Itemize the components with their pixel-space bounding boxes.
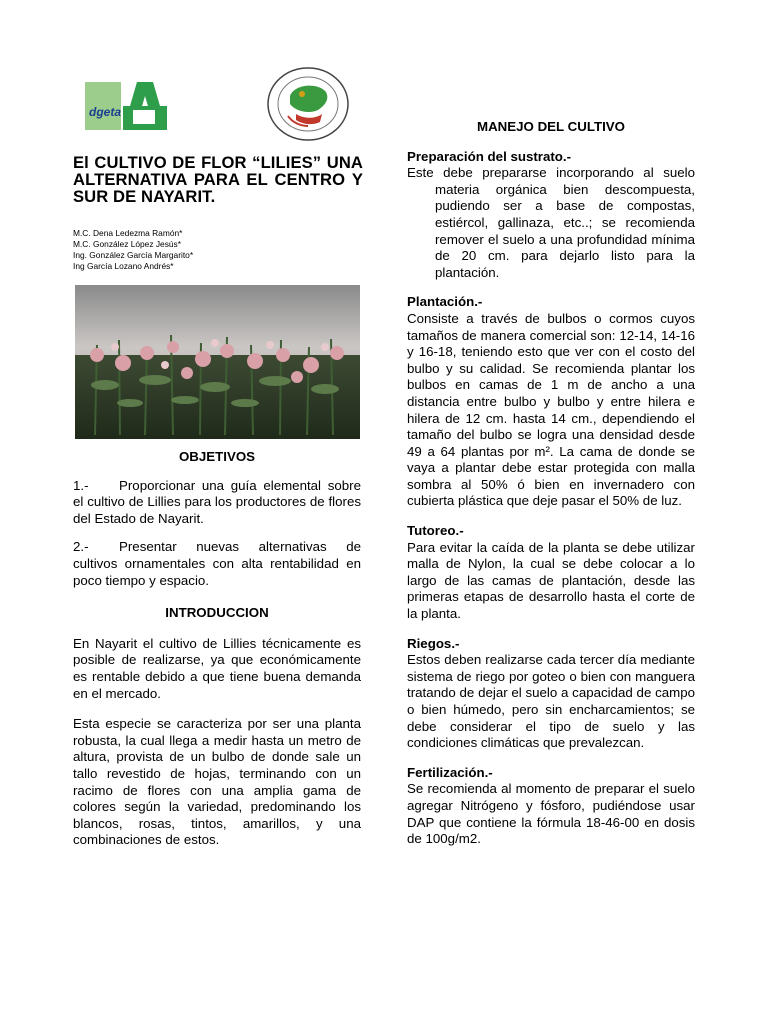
objetivos-heading: OBJETIVOS <box>178 449 256 464</box>
section-title: Plantación.- <box>407 294 483 310</box>
objective-text: Presentar nuevas alternativas de cultivos ornamentales con alta rentabilidad en poco tiempo y espacio. <box>73 539 361 588</box>
author-line: Ing García Lozano Andrés* <box>73 261 174 271</box>
section-text: Este debe prepararse incorporando al suelo materia orgánica bien descompuesta, pudiendo ser a base de compostas, estiércol, gallinaza, etc..; se recomienda remover el suelo a una profundidad mínima de 20 cm. para dejarlo listo para la plantación. <box>407 165 695 280</box>
author-line: Ing. González García Margarito* <box>73 250 194 260</box>
introduccion-heading: INTRODUCCION <box>165 605 269 621</box>
fundacion-produce-seal <box>266 66 350 142</box>
section-text: Estos deben realizarse cada tercer día mediante sistema de riego por goteo o bien con manguera tratando de dejar el suelo a capacidad de campo o bien húmedo, pero sin encharcamientos; se debe considerar el tipo de suelo y las condiciones climáticas que prevalezcan. <box>407 652 695 751</box>
section-text: Consiste a través de bulbos o cormos cuyos tamaños de manera comercial son: 12-14, 14-16 y 16-18, teniendo esto que ver con el costo del bulbo y su calidad. Se recomienda plantar los bulbos en camas de 1 m de ancho a una distancia entre bulbo y bulbo y entre hilera e hilera de 12 cm. hasta 14 cm., dependiendo el tamaño del bulbo se logra una densidad desde 49 a 64 plantas por m². La cama de donde se vaya a plantar debe estar protegida con malla sombra al 50% ó bien en invernadero con cubierta plástica que deje pasar el 50% de luz. <box>407 310 695 509</box>
author-line: M.C. Dena Ledezma Ramón* <box>73 228 183 238</box>
section-title: Riegos.- <box>407 635 460 651</box>
section-title: Tutoreo.- <box>407 523 464 539</box>
left-column <box>73 449 361 849</box>
objective-item <box>73 478 361 528</box>
intro-paragraph: En Nayarit el cultivo de Lillies técnicamente es posible de realizarse, ya que económicamente es rentable debido a que tiene buena demanda en el mercado. <box>73 635 361 701</box>
author-line: M.C. González López Jesús* <box>73 239 181 249</box>
objective-text: Proporcionar una guía elemental sobre el cultivo de Lillies para los productores de flores del Estado de Nayarit. <box>73 477 361 526</box>
section-title: Preparación del sustrato.- <box>407 148 572 164</box>
intro-paragraph: Esta especie se caracteriza por ser una planta robusta, la cual llega a medir hasta un metro de altura, provista de un bulbo de donde sale un tallo revestido de hojas, terminando con un racimo de flores con una amplia gama de colores según la variedad, predominando los blancos, rosas, tintos, amarillos, y una combinaciones de estos. <box>73 716 361 848</box>
lilies-photo <box>75 285 360 439</box>
author-list <box>73 228 363 272</box>
objective-item <box>73 539 361 589</box>
section-title: Fertilización.- <box>407 764 493 780</box>
document-title: El CULTIVO DE FLOR “LILIES” UNA ALTERNATIVA PARA EL CENTRO Y SUR DE NAYARIT. <box>73 153 363 206</box>
right-column <box>407 119 695 848</box>
section-text: Para evitar la caída de la planta se debe utilizar malla de Nylon, la cual se debe colocar a lo largo de las camas de plantación, desde las primeras etapas de desarrollo hasta el corte de la planta. <box>407 539 695 622</box>
objective-number: 2.- <box>73 539 89 555</box>
dgeta-logo <box>83 76 167 134</box>
svg-text:dgeta: dgeta <box>89 105 122 119</box>
objective-number: 1.- <box>73 477 89 493</box>
manejo-heading: MANEJO DEL CULTIVO <box>477 119 625 134</box>
section-text: Se recomienda al momento de preparar el suelo agregar Nitrógeno y fósforo, pudiéndose usar DAP que contiene la fórmula 18-46-00 en dosis de 100g/m2. <box>407 781 695 847</box>
